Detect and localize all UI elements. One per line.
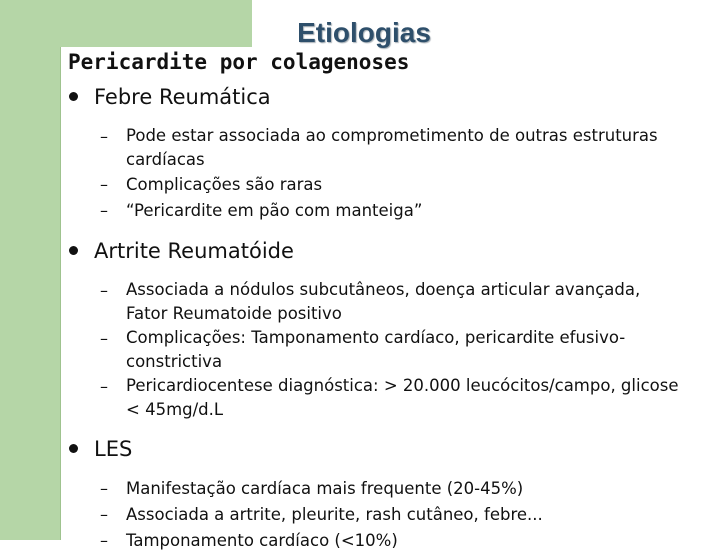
slide-content [0, 80, 720, 554]
bullet-dot-icon [69, 92, 78, 101]
section-heading: LES [94, 437, 133, 461]
sub-bullet-text: “Pericardite em pão com manteiga” [126, 201, 423, 220]
bullet-dot-icon [69, 246, 78, 255]
section-heading: Febre Reumática [94, 85, 271, 109]
bullet-les [0, 432, 720, 466]
sub-bullet-text: Tamponamento cardíaco (<10%) [126, 531, 398, 550]
sub-bullet [0, 278, 720, 326]
dash-icon: – [100, 175, 108, 194]
sub-bullet-text: Manifestação cardíaca mais frequente (20-45%) [126, 479, 524, 498]
dash-icon: – [100, 127, 108, 146]
sub-bullet [0, 502, 720, 528]
dash-icon: – [100, 531, 108, 550]
sub-bullet [0, 374, 720, 422]
dash-icon: – [100, 377, 108, 396]
sub-bullet [0, 124, 720, 172]
slide-title: Etiologias [297, 17, 431, 48]
section-heading: Artrite Reumatóide [94, 239, 294, 263]
sub-bullet-text: Associada a artrite, pleurite, rash cutâneo, febre... [126, 505, 543, 524]
bullet-dot-icon [69, 444, 78, 453]
dash-icon: – [100, 281, 108, 300]
slide-subheading: Pericardite por colagenoses [68, 50, 410, 74]
dash-icon: – [100, 505, 108, 524]
sub-bullet [0, 198, 720, 224]
bullet-artrite-reumatoide [0, 234, 720, 268]
sub-bullet-text: Complicações: Tamponamento cardíaco, pericardite efusivo-constrictiva [126, 328, 626, 371]
sub-bullet [0, 326, 720, 374]
dash-icon: – [100, 329, 108, 348]
dash-icon: – [100, 201, 108, 220]
sub-bullet [0, 172, 720, 198]
sub-bullet [0, 476, 720, 502]
bullet-febre-reumatica [0, 80, 720, 114]
sub-bullet-text: Pode estar associada ao comprometimento de outras estruturas cardíacas [126, 126, 658, 169]
sub-bullet [0, 528, 720, 554]
sub-bullet-text: Associada a nódulos subcutâneos, doença articular avançada, Fator Reumatoide positivo [126, 280, 641, 323]
sub-bullet-text: Complicações são raras [126, 175, 323, 194]
sub-bullet-text: Pericardiocentese diagnóstica: > 20.000 leucócitos/campo, glicose < 45mg/d.L [126, 376, 679, 419]
dash-icon: – [100, 479, 108, 498]
